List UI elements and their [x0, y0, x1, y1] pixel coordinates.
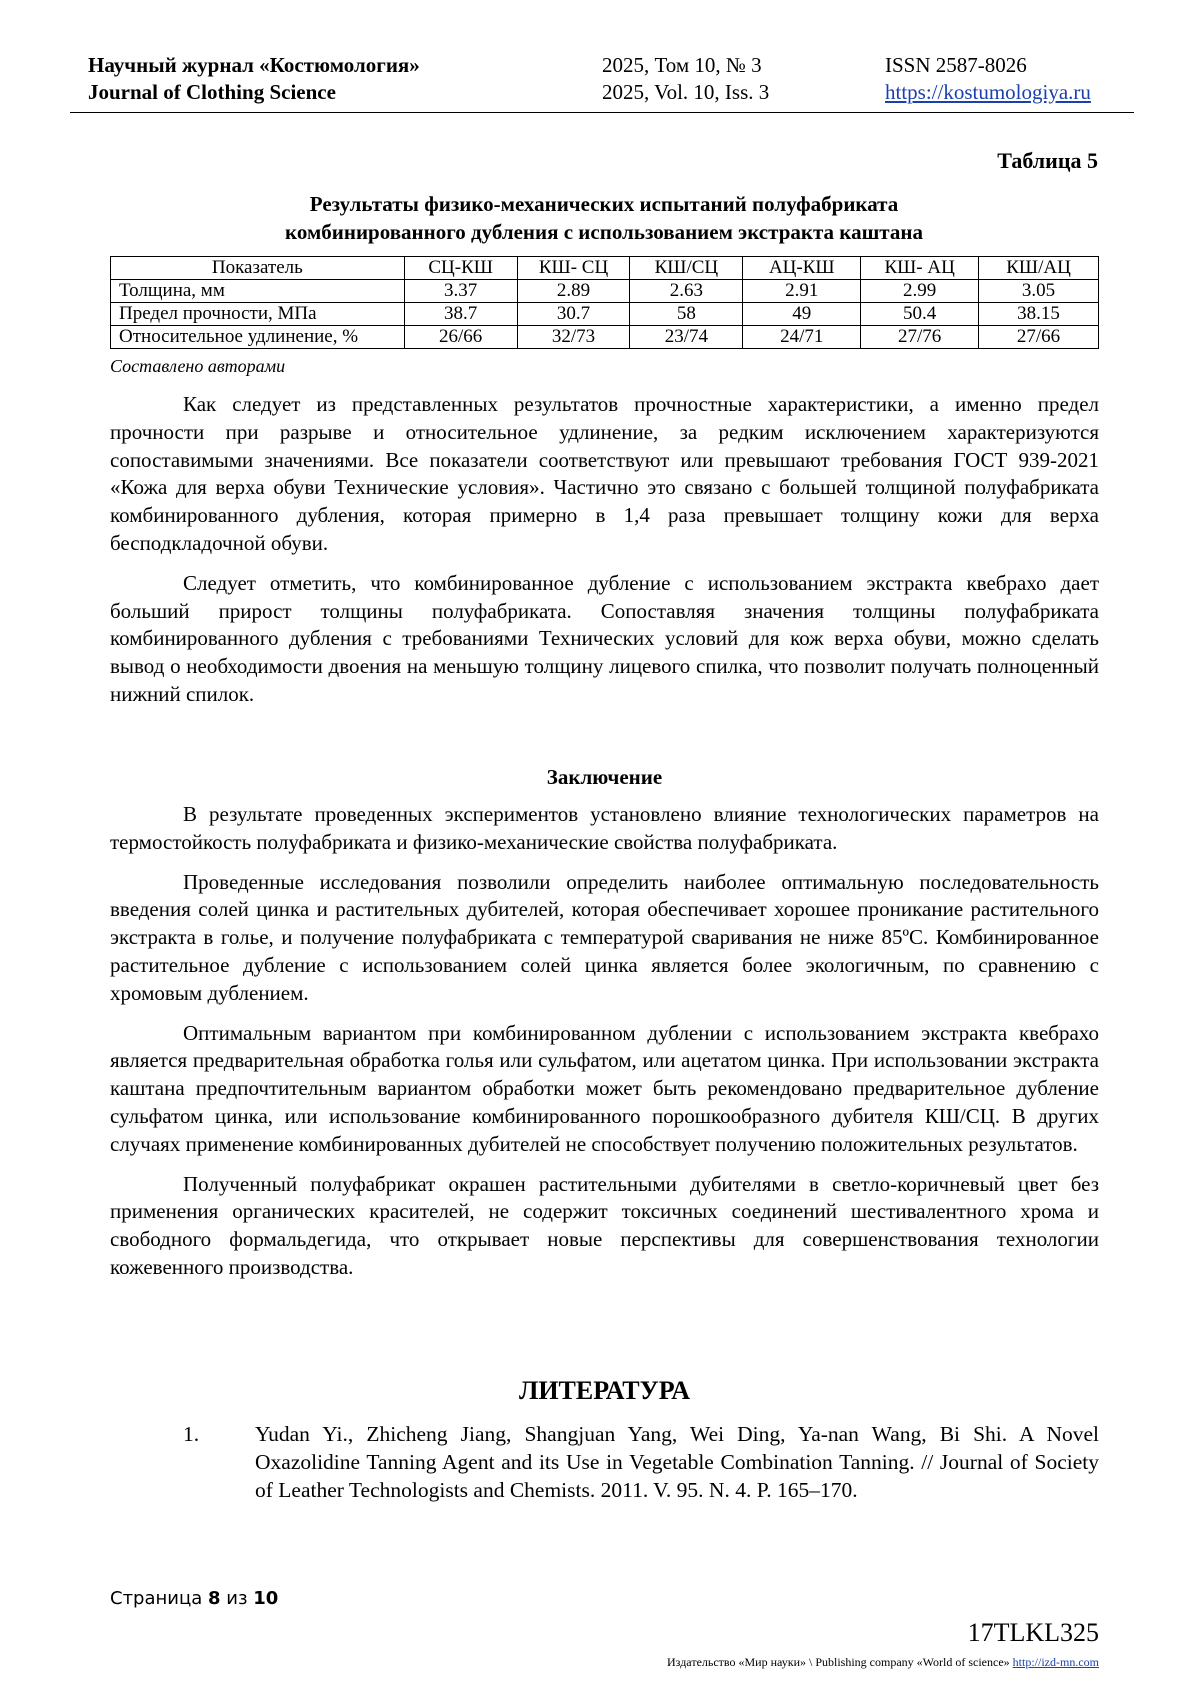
- table-row-label: Предел прочности, МПа: [111, 303, 405, 326]
- table-cell: 3.37: [404, 280, 517, 303]
- table-cell: 3.05: [979, 280, 1099, 303]
- journal-title-en: Journal of Clothing Science: [88, 80, 336, 104]
- paragraph: Следует отметить, что комбинированное дубление с использованием экстракта квебрахо дает больший прирост толщины полуфабриката. Сопоставляя значения толщины полуфабриката комбинированного дубления с требованиями Технических условий для кож верха обуви, можно сделать вывод о необходимости двоения на меньшую толщину лицевого спилка, что позволит получать полноценный нижний спилок.: [110, 570, 1099, 706]
- paragraph: Оптимальным вариантом при комбинированном дублении с использованием экстракта квебрахо является предварительная обработка голья или сульфатом, или ацетатом цинка. При использовании экстракта каштана предпочтительным вариантом обработки может быть рекомендовано предварительное дубление сульфатом цинка, или использование комбинированного порошкообразного дубителя КШ/СЦ. В других случаях применение комбинированных дубителей не способствует получению положительных результатов.: [110, 1020, 1099, 1156]
- table-cell: 49: [743, 303, 861, 326]
- table-row-label: Толщина, мм: [111, 280, 405, 303]
- table-cell: 38.7: [404, 303, 517, 326]
- table-label: Таблица 5: [997, 148, 1098, 173]
- table-header-row: [111, 257, 1099, 280]
- issn-block: [885, 52, 1091, 106]
- table-row-label: Относительное удлинение, %: [111, 326, 405, 349]
- publisher-link[interactable]: http://izd-mn.com: [1012, 1655, 1099, 1669]
- journal-title: [88, 52, 420, 106]
- table-cell: 58: [630, 303, 743, 326]
- table-cell: 27/76: [861, 326, 979, 349]
- table-cell: 2.63: [630, 280, 743, 303]
- page-total: 10: [253, 1588, 279, 1609]
- table-cell: 32/73: [517, 326, 630, 349]
- table-header-cell: КШ- АЦ: [861, 257, 979, 280]
- table-title-line: комбинированного дубления с использованием экстракта каштана: [285, 220, 923, 244]
- header-divider: [70, 112, 1134, 113]
- publisher-line: [667, 1655, 1099, 1670]
- journal-title-ru: Научный журнал «Костюмология»: [88, 53, 420, 77]
- table-title-line: Результаты физико-механических испытаний полуфабриката: [309, 192, 899, 216]
- table-header-cell: КШ/АЦ: [979, 257, 1099, 280]
- paragraph: В результате проведенных экспериментов установлено влияние технологических параметров на термостойкость полуфабриката и физико-механические свойства полуфабриката.: [110, 802, 1099, 854]
- table-row: [111, 303, 1099, 326]
- issn: ISSN 2587-8026: [885, 53, 1027, 77]
- reference-text: Yudan Yi., Zhicheng Jiang, Shangjuan Yang, Wei Ding, Ya-nan Wang, Bi Shi. A Novel Oxazolidine Tanning Agent and its Use in Vegetable Combination Tanning. // Journal of Society of Leather Technologists and Chemists. 2011. V. 95. N. 4. P. 165–170.: [255, 1422, 1099, 1502]
- issue-ru: 2025, Том 10, № 3: [602, 53, 762, 77]
- reference-number: 1.: [183, 1422, 200, 1446]
- table-source-note: Составлено авторами: [110, 356, 286, 376]
- paragraph: Как следует из представленных результатов прочностные характеристики, а именно предел прочности при разрыве и относительное удлинение, за редким исключением характеризуются сопоставимыми значениями. Все показатели соответствуют или превышают требования ГОСТ 939-2021 «Кожа для верха обуви Технические условия». Частично это связано с большей толщиной полуфабриката комбинированного дубления, которая примерно в 1,4 раза превышает толщину кожи для верха бесподкладочной обуви.: [110, 392, 1099, 555]
- table-title: [110, 190, 1098, 246]
- table-row: [111, 326, 1099, 349]
- issue-en: 2025, Vol. 10, Iss. 3: [602, 80, 770, 104]
- page-current: 8: [208, 1588, 221, 1609]
- table-cell: 27/66: [979, 326, 1099, 349]
- paragraph: Проведенные исследования позволили определить наиболее оптимальную последовательность введения солей цинка и растительных дубителей, которая обеспечивает хорошее проникание растительного экстракта в голье, и получение полуфабриката с температурой сваривания не ниже 85ºС. Комбинированное растительное дубление с использованием солей цинка является более экологичным, по сравнению с хромовым дублением.: [110, 869, 1099, 1005]
- table-cell: 26/66: [404, 326, 517, 349]
- conclusion-text: [110, 801, 1099, 1294]
- issue-info: [602, 52, 769, 106]
- page-prefix: Страница: [110, 1588, 203, 1609]
- table-header-cell: КШ/СЦ: [630, 257, 743, 280]
- table-row: [111, 280, 1099, 303]
- table-header-cell: Показатель: [111, 257, 405, 280]
- table-cell: 24/71: [743, 326, 861, 349]
- table-cell: 30.7: [517, 303, 630, 326]
- table-cell: 23/74: [630, 326, 743, 349]
- conclusion-heading: Заключение: [546, 765, 663, 789]
- table-header-cell: СЦ-КШ: [404, 257, 517, 280]
- literature-heading: ЛИТЕРАТУРА: [518, 1376, 691, 1405]
- table-header-cell: КШ- СЦ: [517, 257, 630, 280]
- table-cell: 38.15: [979, 303, 1099, 326]
- paragraph: Полученный полуфабрикат окрашен растительными дубителями в светло-коричневый цвет без применения органических красителей, не содержит токсичных соединений шестивалентного хрома и свободного формальдегида, что открывает новые перспективы для совершенствования технологии кожевенного производства.: [110, 1171, 1099, 1279]
- table-cell: 2.89: [517, 280, 630, 303]
- table-cell: 50.4: [861, 303, 979, 326]
- table-cell: 2.99: [861, 280, 979, 303]
- page-header: [88, 52, 1122, 110]
- results-discussion: [110, 391, 1099, 721]
- table-header-cell: АЦ-КШ: [743, 257, 861, 280]
- page-counter: [110, 1588, 278, 1609]
- table-cell: 2.91: [743, 280, 861, 303]
- journal-url-link[interactable]: https://kostumologiya.ru: [885, 80, 1091, 104]
- article-code: 17TLKL325: [967, 1618, 1099, 1647]
- results-table: [110, 256, 1099, 349]
- publisher-name: Издательство «Мир науки» \ Publishing company «World of science»: [667, 1655, 1010, 1669]
- page-mid: из: [226, 1588, 248, 1609]
